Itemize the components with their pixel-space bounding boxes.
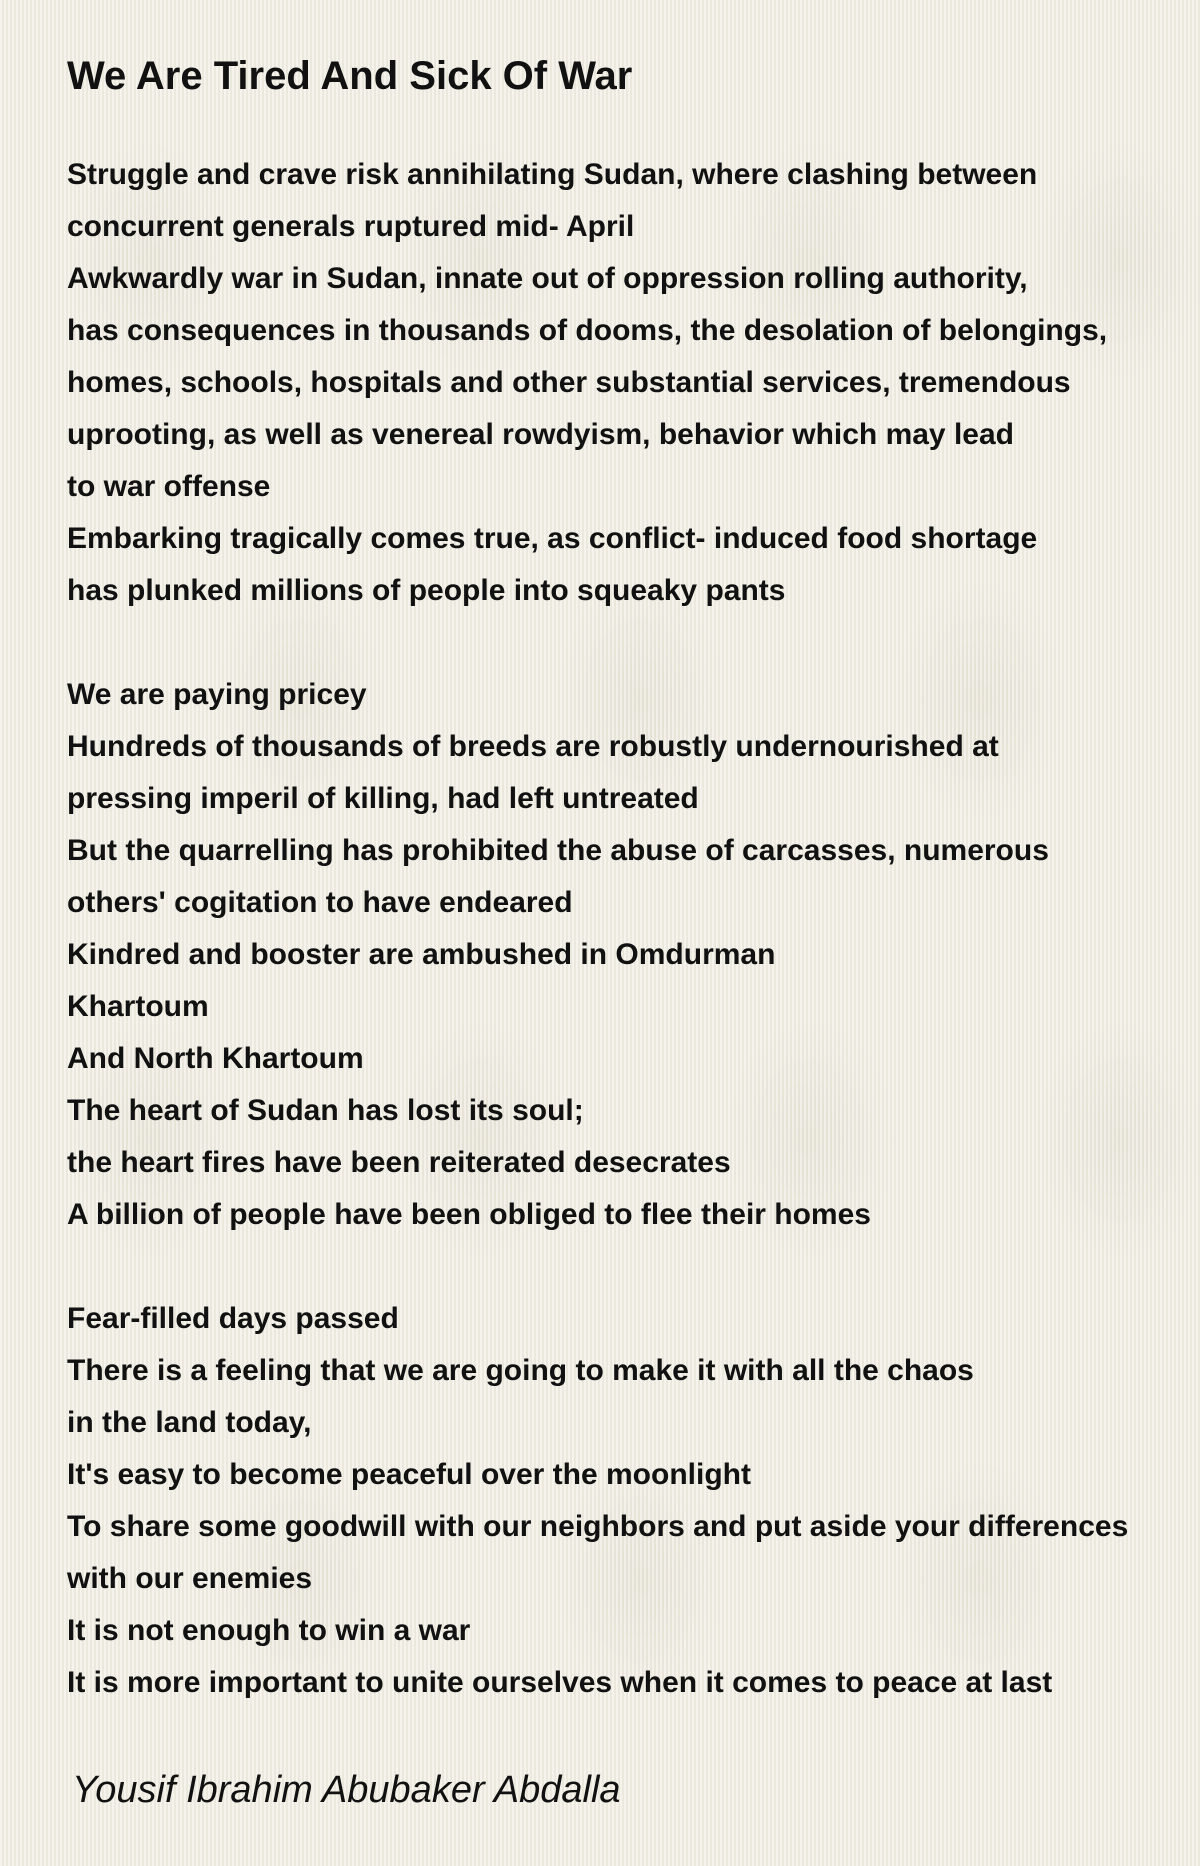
- poem-line: others' cogitation to have endeared: [67, 886, 573, 919]
- poem-line: uprooting, as well as venereal rowdyism, behavior which may lead: [67, 418, 1014, 451]
- poem-line: Fear-filled days passed: [67, 1302, 399, 1335]
- poem-title: We Are Tired And Sick Of War: [67, 54, 633, 98]
- poem-author: Yousif Ibrahim Abubaker Abdalla: [72, 1769, 621, 1811]
- poem-line: the heart fires have been reiterated desecrates: [67, 1146, 731, 1179]
- poem-line: The heart of Sudan has lost its soul;: [67, 1094, 584, 1127]
- poem-line: To share some goodwill with our neighbors and put aside your differences: [67, 1510, 1129, 1543]
- poem-line: pressing imperil of killing, had left untreated: [67, 782, 699, 815]
- poem-line: Awkwardly war in Sudan, innate out of oppression rolling authority,: [67, 262, 1028, 295]
- poem-line: Kindred and booster are ambushed in Omdurman: [67, 938, 776, 971]
- poem-line: It's easy to become peaceful over the moonlight: [67, 1458, 751, 1491]
- poem-line: Khartoum: [67, 990, 209, 1023]
- poem-line: to war offense: [67, 470, 271, 503]
- poem-line: It is not enough to win a war: [67, 1614, 471, 1647]
- poem-line: concurrent generals ruptured mid- April: [67, 210, 635, 243]
- poem-line: Hundreds of thousands of breeds are robustly undernourished at: [67, 730, 999, 763]
- poem-line: It is more important to unite ourselves when it comes to peace at last: [67, 1666, 1053, 1699]
- poem-line: in the land today,: [67, 1406, 312, 1439]
- poem-line: We are paying pricey: [67, 678, 367, 711]
- poem-line: with our enemies: [67, 1562, 313, 1595]
- poem-line: has consequences in thousands of dooms, the desolation of belongings,: [67, 314, 1108, 347]
- poem-line: And North Khartoum: [67, 1042, 364, 1075]
- poem-body: [67, 149, 1200, 1709]
- poem-line: has plunked millions of people into squeaky pants: [67, 574, 786, 607]
- poem-stanza: [67, 669, 1200, 1241]
- poem-line: Struggle and crave risk annihilating Sudan, where clashing between: [67, 158, 1038, 191]
- poem-line: Embarking tragically comes true, as conflict- induced food shortage: [67, 522, 1038, 555]
- poem-line: A billion of people have been obliged to flee their homes: [67, 1198, 871, 1231]
- poem-line: homes, schools, hospitals and other substantial services, tremendous: [67, 366, 1071, 399]
- poem-stanza: [67, 1293, 1200, 1709]
- poem-line: But the quarrelling has prohibited the abuse of carcasses, numerous: [67, 834, 1049, 867]
- poem-line: There is a feeling that we are going to make it with all the chaos: [67, 1354, 974, 1387]
- poem-stanza: [67, 149, 1200, 617]
